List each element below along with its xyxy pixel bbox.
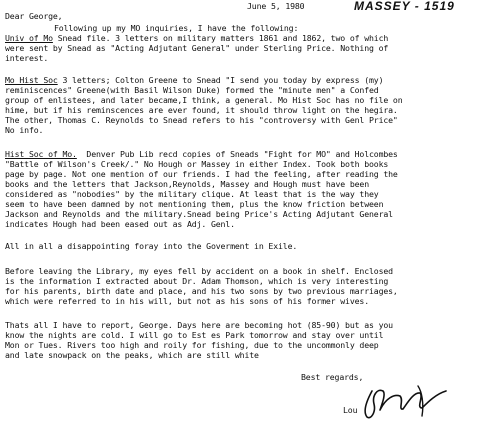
letter-line: No info. <box>5 125 44 135</box>
letter-line: books and the letters that Jackson,Reynolds, Massey and Hough must have been <box>5 179 369 189</box>
letter-line: hime, but if his reminscences are ever found, it should throw light on the hegira. <box>5 105 398 115</box>
valediction: Best regards, <box>301 372 364 382</box>
letter-line: interest. <box>5 53 49 63</box>
letter-line: 3 letters; Colton Greene to Snead "I send you today by express (my) <box>57 75 384 85</box>
letter-line: indicates Hough had been eased out as Adj. Genl. <box>5 219 235 229</box>
section-heading: Univ of Mo <box>5 33 53 43</box>
letter-line: The other, Thomas C. Reynolds to Snead refers to his "controversy with Genl Price" <box>5 115 398 125</box>
letter-line: were sent by Snead as "Acting Adjutant General" under Sterling Price. Nothing of <box>5 43 389 53</box>
section-heading: Hist Soc of Mo. <box>5 149 77 159</box>
letter-line: group of enlistees, and later became,I think, a general. Mo Hist Soc has no file on <box>5 95 403 105</box>
signature-name: Lou <box>343 405 358 415</box>
section-univ-of-mo <box>5 33 388 43</box>
letter-line: which were referred to in his will, but not as his sons of his former wives. <box>5 296 369 306</box>
section-hist-soc-of-mo <box>5 149 398 159</box>
letter-line: Snead file. 3 letters on military matters 1861 and 1862, two of which <box>52 33 389 43</box>
letter-line: Denver Pub Lib recd copies of Sneads "Fight for MO" and Holcombes <box>76 149 398 159</box>
section-heading: Mo Hist Soc <box>5 75 58 85</box>
letter-line: "Battle of Wilson's Creek/." No Hough or Massey in either Index. Took both books <box>5 159 389 169</box>
letter-line: considered as "nobodies" by the military clique. At least that is the way they <box>5 189 379 199</box>
letter-line: for his parents, birth date and place, and his two sons by two previous marriages, <box>5 286 398 296</box>
letter-line: reminiscences" Greene(with Basil Wilson Duke) formed the "minute men" a Confed <box>5 85 379 95</box>
letter-line: Jackson and Reynolds and the military.Snead being Price's Acting Adjutant General <box>5 209 393 219</box>
letter-line: Before leaving the Library, my eyes fell by accident on a book in shelf. Enclosed <box>5 266 393 276</box>
section-mo-hist-soc <box>5 75 383 85</box>
intro-line: Following up my MO inquiries, I have the following: <box>54 23 299 33</box>
letter-line: and late snowpack on the peaks, which are still white <box>5 350 259 360</box>
letter-date: June 5, 1980 <box>247 1 305 11</box>
letter-line: know the nights are cold. I will go to Est es Park tomorrow and stay over until <box>5 330 384 340</box>
letter-line: Thats all I have to report, George. Days here are becoming hot (85-90) but as you <box>5 320 393 330</box>
salutation: Dear George, <box>5 11 63 21</box>
letter-line: is the information I extracted about Dr. Adam Thomson, which is very interesting <box>5 276 389 286</box>
letter-line: seem to have been damned by not mentioning them, plus the know friction between <box>5 199 384 209</box>
handwritten-signature <box>356 382 460 420</box>
summary-paragraph: All in all a disappointing foray into the Goverment in Exile. <box>5 241 298 251</box>
letter-line: page by page. Not one mention of our friends. I had the feeling, after reading the <box>5 169 398 179</box>
handwritten-reference: MASSEY - 1519 <box>354 0 455 13</box>
letter-line: Mon or Tues. Rivers too high and roily for fishing, due to the uncommonly deep <box>5 340 379 350</box>
